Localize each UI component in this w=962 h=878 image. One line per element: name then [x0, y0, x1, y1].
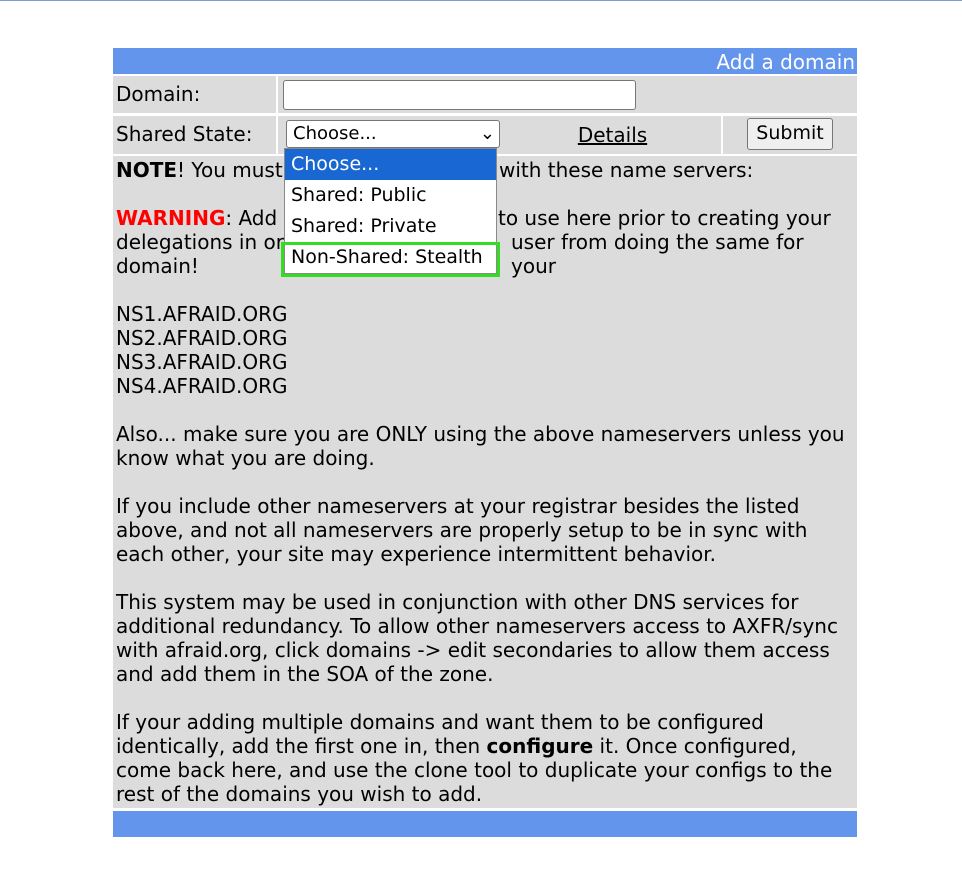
option-shared-private[interactable]: Shared: Private — [291, 215, 437, 237]
submit-button[interactable]: Submit — [747, 118, 833, 150]
domain-input-cell — [278, 76, 857, 113]
shared-state-label: Shared State: — [113, 116, 276, 154]
configure-emphasis: configure — [486, 734, 594, 758]
domain-label: Domain: — [113, 76, 276, 113]
submit-cell — [723, 116, 857, 154]
option-non-shared-stealth[interactable]: Non-Shared: Stealth — [291, 246, 483, 268]
nameserver-list — [116, 302, 854, 398]
option-choose[interactable]: Choose... — [285, 149, 496, 180]
nameserver-item: NS2.AFRAID.ORG — [116, 326, 288, 350]
option-shared-public[interactable]: Shared: Public — [291, 184, 427, 206]
shared-state-select[interactable] — [286, 120, 500, 148]
system-paragraph: This system may be used in conjunction with other DNS services for additional redundancy. To allow other nameservers access to AXFR/sync with afraid.org, click domains -> edit secondaries to allow them access and add them in the SOA of the zone. — [116, 590, 838, 686]
note-paragraph: NOTE! You must with these name servers: — [116, 158, 754, 182]
warning-label: WARNING — [116, 206, 226, 230]
form-title: Add a domain — [113, 48, 857, 74]
details-link[interactable]: Details — [577, 123, 648, 147]
form-footer — [113, 811, 857, 837]
nameserver-item: NS1.AFRAID.ORG — [116, 302, 288, 326]
nameserver-item: NS4.AFRAID.ORG — [116, 374, 288, 398]
details-cell — [504, 116, 721, 154]
also-paragraph: Also... make sure you are ONLY using the above nameservers unless you know what you are doing. — [116, 422, 845, 470]
shared-state-dropdown — [284, 148, 497, 274]
chevron-down-icon: ⌄ — [479, 123, 495, 144]
note-label: NOTE — [116, 158, 178, 182]
domain-input[interactable] — [283, 80, 636, 110]
nameserver-item: NS3.AFRAID.ORG — [116, 350, 288, 374]
select-current-value: Choose... — [293, 123, 377, 144]
multi-domain-paragraph: If your adding multiple domains and want them to be configured identically, add the first one in, then configure it. Once configured, come back here, and use the clone tool to duplicate your configs to the rest of the domains you wish to add. — [116, 710, 833, 806]
top-divider — [0, 0, 962, 1]
domain-row — [113, 76, 857, 114]
note-text-end: with these name servers: — [499, 158, 754, 182]
warning-paragraph: WARNING: Add to use here prior to creating your delegations in or user from doing the same for your domain! — [116, 206, 831, 278]
include-paragraph: If you include other nameservers at your registrar besides the listed above, and not all nameservers are properly setup to be in sync with each other, your site may experience intermittent behavior. — [116, 494, 808, 566]
